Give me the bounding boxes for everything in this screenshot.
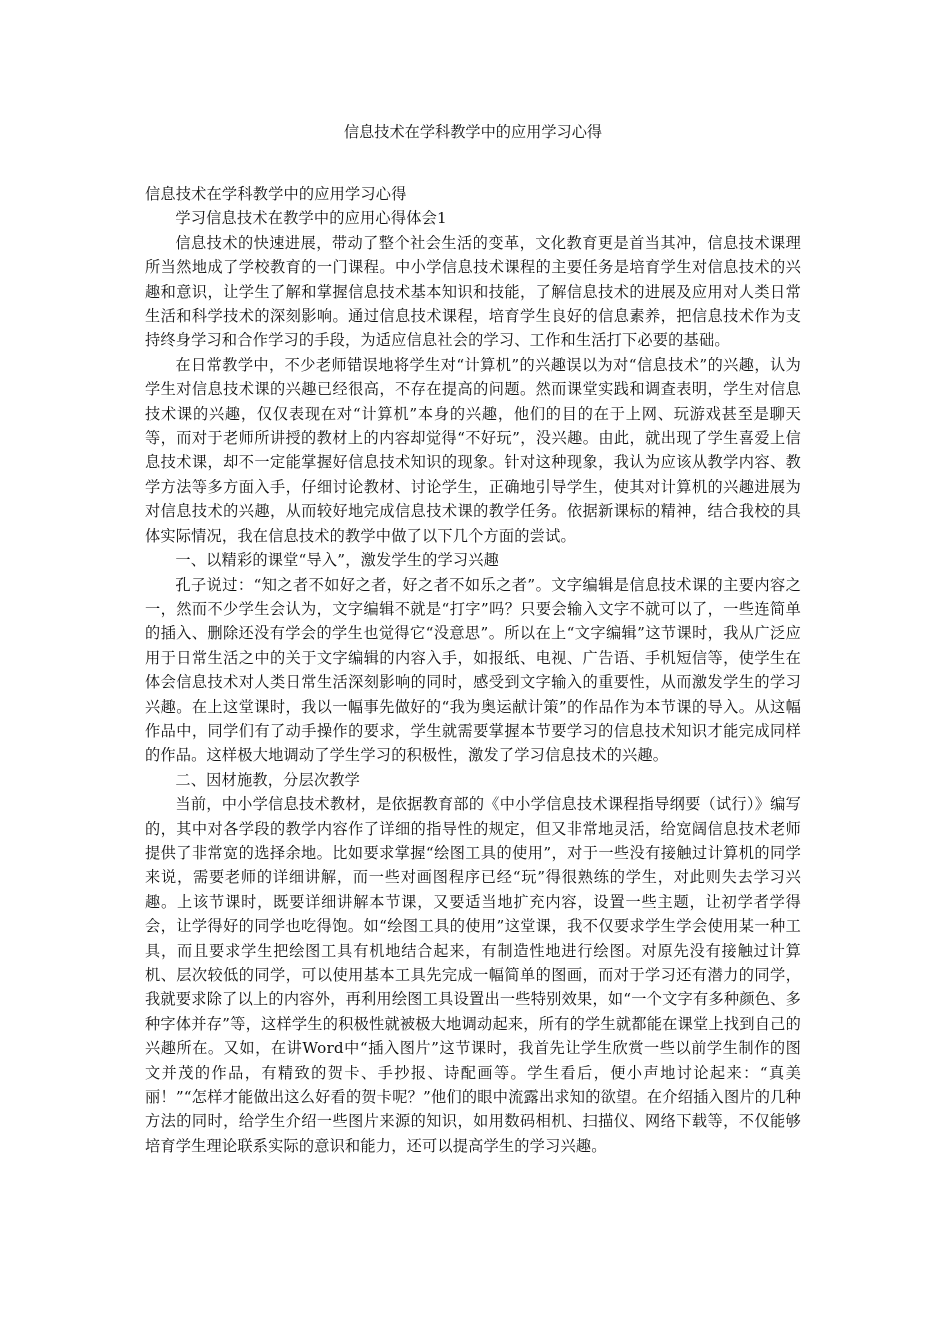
heading-2: 二、因材施教，分层次教学 [175, 770, 361, 789]
document-subtitle: 信息技术在学科教学中的应用学习心得 [145, 185, 407, 203]
document-title: 信息技术在学科教学中的应用学习心得 [343, 123, 603, 141]
paragraph-4: 当前，中小学信息技术教材，是依据教育部的《中小学信息技术课程指导纲要（试行）》编写的，其中对各学段的教学内容作了详细的指导性的规定，但又非常地灵活，给宽阔信息技术老师提供了非常宽的选择余地。比如要求掌握“绘图工具的使用”，对于一些没有接触过计算机的同学来说，需要老师的详细讲解，而一些对画图程序已经“玩”得很熟练的学生，对此则失去学习兴趣。上该节课时，既要详细讲解本节课，又要适当地扩充内容，设置一些主题，让初学者学得会，让学得好的同学也吃得饱。如“绘图工具的使用”这堂课，我不仅要求学生学会使用某一种工具，而且要求学生把绘图工具有机地结合起来，有制造性地进行绘图。对原先没有接触过计算机、层次较低的同学，可以使用基本工具先完成一幅简单的图画，而对于学习还有潜力的同学，我就要求除了以上的内容外，再利用绘图工具设置出一些特别效果，如“一个文字有多种颜色、多种字体并存”等，这样学生的积极性就被极大地调动起来，所有的学生就都能在课堂上找到自己的兴趣所在。又如，在讲Word中“插入图片”这节课时，我首先让学生欣赏一些以前学生制作的图文并茂的作品，有精致的贺卡、手抄报、诗配画等。学生看后，便小声地讨论起来：“真美丽！”“怎样才能做出这么好看的贺卡呢？”他们的眼中流露出求知的欲望。在介绍插入图片的几种方法的同时，给学生介绍一些图片来源的知识，如用数码相机、扫描仪、网络下载等，不仅能够培育学生理论联系实际的意识和能力，还可以提高学生的学习兴趣。 [145, 795, 801, 1155]
document-page [145, 120, 801, 1158]
paragraph-3: 孔子说过：“知之者不如好之者，好之者不如乐之者”。文字编辑是信息技术课的主要内容之一，然而不少学生会认为，文字编辑不就是“打字”吗？只要会输入文字不就可以了，一些连简单的插入、删除还没有学会的学生也觉得它“没意思”。所以在上“文字编辑”这节课时，我从广泛应用于日常生活之中的关于文字编辑的内容入手，如报纸、电视、广告语、手机短信等，使学生在体会信息技术对人类日常生活深刻影响的同时，感受到文字输入的重要性，从而激发学生的学习兴趣。在上这堂课时，我以一幅事先做好的“我为奥运献计策”的作品作为本节课的导入。从这幅作品中，同学们有了动手操作的要求，学生就需要掌握本节要学习的信息技术知识才能完成同样的作品。这样极大地调动了学生学习的积极性，激发了学习信息技术的兴趣。 [145, 575, 801, 765]
heading-1: 一、以精彩的课堂“导入”，激发学生的学习兴趣 [175, 551, 500, 570]
section-title: 学习信息技术在教学中的应用心得体会1 [175, 209, 447, 228]
paragraph-1: 信息技术的快速进展，带动了整个社会生活的变革，文化教育更是首当其冲，信息技术课理所当然地成了学校教育的一门课程。中小学信息技术课程的主要任务是培育学生对信息技术的兴趣和意识，让学生了解和掌握信息技术基本知识和技能，了解信息技术的进展及应用对人类日常生活和科学技术的深刻影响。通过信息技术课程，培育学生良好的信息素养，把信息技术作为支持终身学习和合作学习的手段，为适应信息社会的学习、工作和生活打下必要的基础。 [145, 233, 801, 350]
paragraph-2: 在日常教学中，不少老师错误地将学生对“计算机”的兴趣误以为对“信息技术”的兴趣，认为学生对信息技术课的兴趣已经很高，不存在提高的问题。然而课堂实践和调查表明，学生对信息技术课的兴趣，仅仅表现在对“计算机”本身的兴趣，他们的目的在于上网、玩游戏甚至是聊天等，而对于老师所讲授的教材上的内容却觉得“不好玩”，没兴趣。由此，就出现了学生喜爱上信息技术课，却不一定能掌握好信息技术知识的现象。针对这种现象，我认为应该从教学内容、教学方法等多方面入手，仔细讨论教材、讨论学生，正确地引导学生，使其对计算机的兴趣进展为对信息技术的兴趣，从而较好地完成信息技术课的教学任务。依据新课标的精神，结合我校的具体实际情况，我在信息技术的教学中做了以下几个方面的尝试。 [145, 355, 801, 545]
